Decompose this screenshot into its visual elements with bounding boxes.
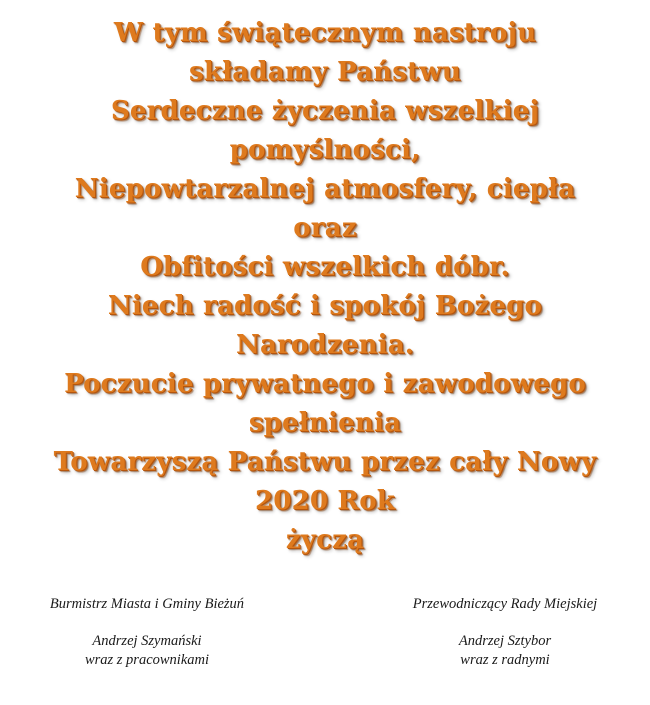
greeting-line: Serdeczne życzenia wszelkiej: [110, 96, 540, 126]
greeting-line: Poczucie prywatnego i zawodowego: [64, 369, 586, 399]
greeting-text: [0, 14, 650, 560]
greeting-line: Obfitości wszelkich dóbr.: [140, 252, 510, 282]
greeting-line: Narodzenia.: [235, 330, 415, 360]
signature-name: Andrzej Szymański: [92, 633, 202, 649]
signature-mayor: [22, 595, 272, 670]
greeting-line: składamy Państwu: [189, 57, 461, 87]
signature-title: Przewodniczący Rady Miejskiej: [412, 596, 598, 612]
greeting-line: 2020 Rok: [255, 486, 395, 516]
greeting-line: Towarzyszą Państwu przez cały Nowy: [53, 447, 597, 477]
signature-title: Burmistrz Miasta i Gminy Bieżuń: [49, 596, 245, 612]
signature-name: Andrzej Sztybor: [458, 633, 552, 649]
greeting-line: pomyślności,: [229, 135, 421, 165]
signature-with: wraz z radnymi: [460, 652, 550, 668]
greeting-line: życzą: [285, 525, 365, 555]
greeting-line: Niepowtarzalnej atmosfery, ciepła: [74, 174, 576, 204]
greeting-line: spełnienia: [248, 408, 402, 438]
greeting-line: Niech radość i spokój Bożego: [107, 291, 543, 321]
greeting-line: W tym świątecznym nastroju: [113, 18, 537, 48]
greeting-line: oraz: [293, 213, 357, 243]
signature-council-chair: [380, 595, 630, 670]
signature-with: wraz z pracownikami: [84, 652, 210, 668]
